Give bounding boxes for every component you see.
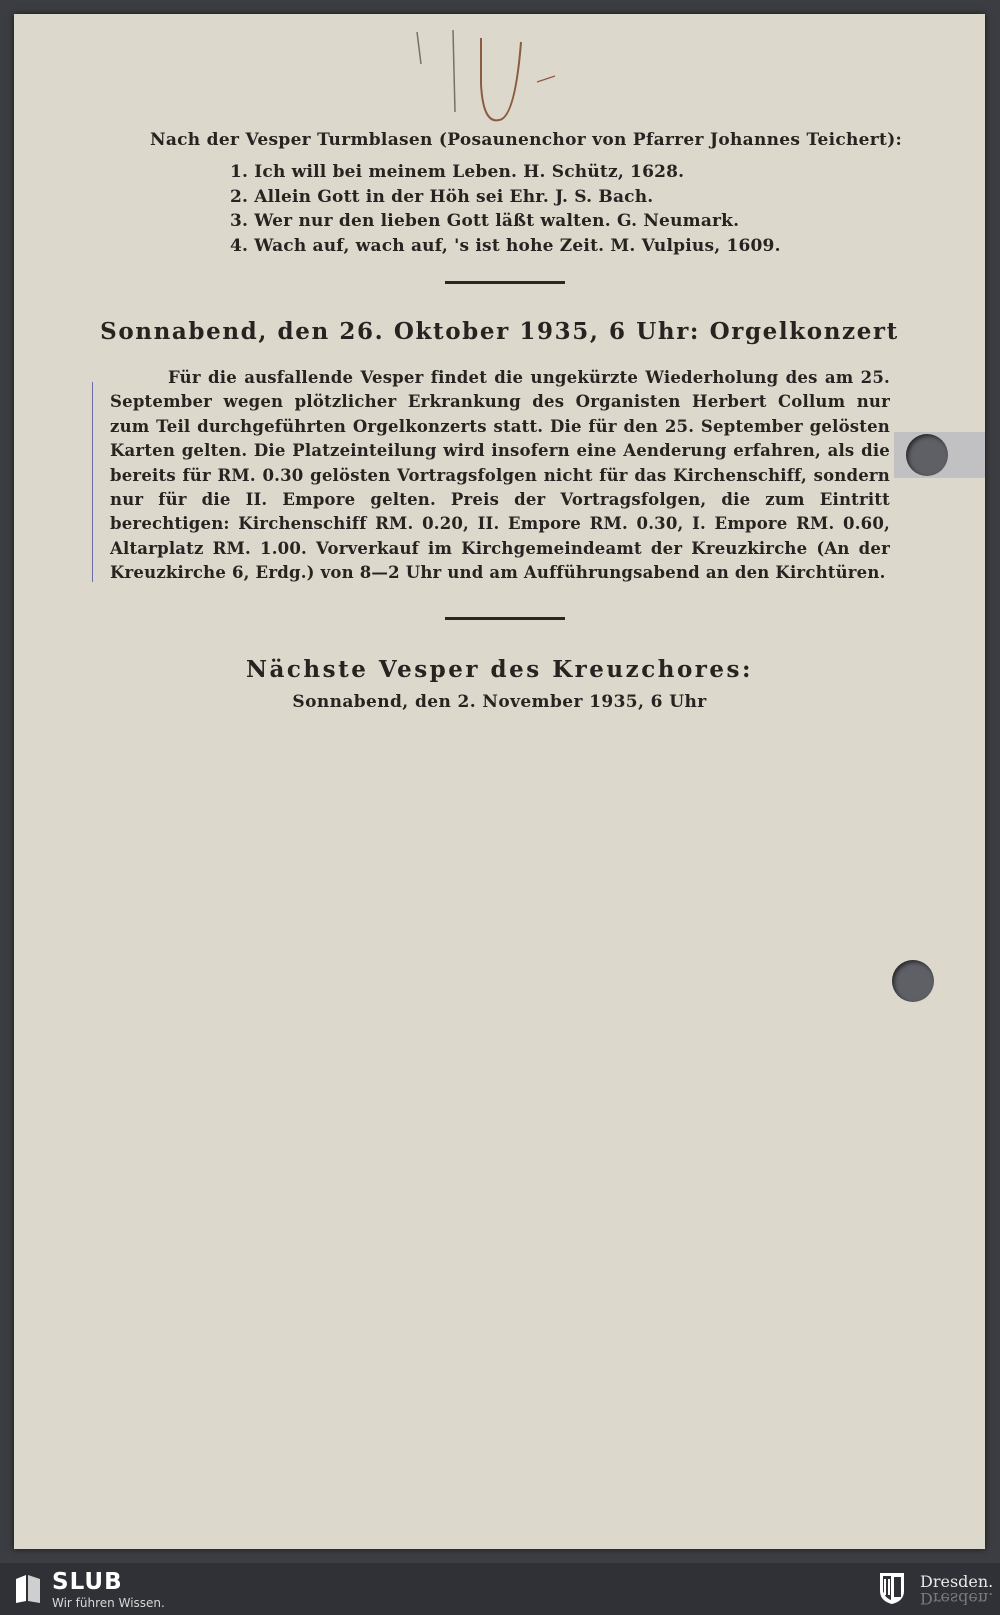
slub-book-icon: [14, 1573, 42, 1605]
list-item: 4. Wach auf, wach auf, 's ist hohe Zeit. M. Vulpius, 1609.: [230, 235, 781, 256]
margin-mark: [92, 382, 97, 582]
list-item: 1. Ich will bei meinem Leben. H. Schütz, 1628.: [230, 162, 685, 182]
concert-paragraph: Für die ausfallende Vesper findet die ungekürzte Wiederholung des am 25. September wegen plötzlicher Erkrankung des Organisten Herbert Collum nur zum Teil durchgeführten Orgelkonzerts statt. Die für den 25. September gelösten Karten gelten. Die Platzeinteilung wird insofern eine Aenderung erfahren, als die bereits für RM. 0.30 gelösten Vortragsfolgen nicht für das Kirchenschiff, sondern nur für die II. Empore gelten. Preis der Vortragsfolgen, die zum Eintritt berechtigen: Kirchenschiff RM. 0.20, II. Empore RM. 0.30, I. Empore RM. 0.60, Altarplatz RM. 1.00. Vorverkauf im Kirchgemeindeamt der Kreuzkirche (An der Kreuzkirche 6, Erdg.) von 8—2 Uhr und am Aufführungsabend an den Kirchtüren.: [110, 368, 890, 583]
dresden-crest-icon: [878, 1571, 906, 1605]
list-item: 2. Allein Gott in der Höh sei Ehr. J. S. Bach.: [230, 186, 654, 207]
next-vesper-heading: Nächste Vesper des Kreuzchores:: [246, 656, 753, 683]
document-page: [14, 14, 985, 1549]
next-vesper-date: Sonnabend, den 2. November 1935, 6 Uhr: [292, 692, 707, 712]
divider: [445, 281, 565, 284]
pencil-marks-icon: [409, 24, 559, 134]
city-logo-reflection: Dresden.: [920, 1589, 994, 1608]
list-item: 3. Wer nur den lieben Gott läßt walten. G. Neumark.: [230, 211, 740, 231]
city-logo[interactable]: Dresden.: [920, 1572, 994, 1591]
viewer-footer: [0, 1563, 1000, 1615]
concert-heading: Sonnabend, den 26. Oktober 1935, 6 Uhr: Orgelkonzert: [100, 318, 899, 345]
library-name[interactable]: SLUB: [52, 1569, 123, 1595]
punch-hole: [892, 960, 934, 1002]
library-claim: Wir führen Wissen.: [52, 1596, 165, 1610]
divider: [445, 617, 565, 620]
hymn-list: [230, 160, 850, 258]
punch-hole: [906, 434, 948, 476]
intro-line: Nach der Vesper Turmblasen (Posaunenchor von Pfarrer Johannes Teichert):: [150, 130, 903, 150]
